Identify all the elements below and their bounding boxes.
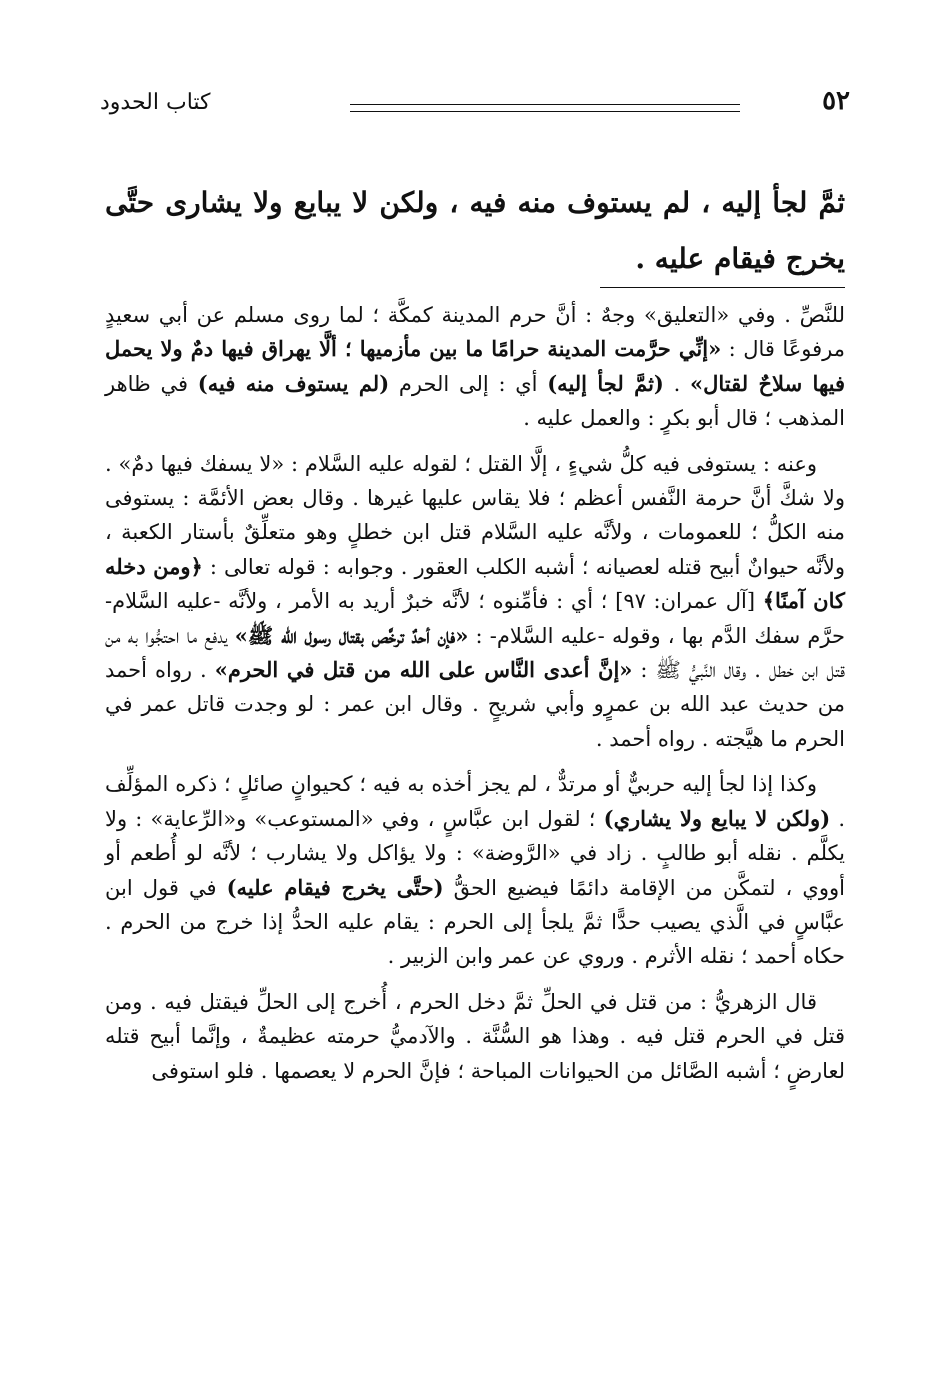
matn-citation: (لم يستوف منه فيه): [197, 370, 390, 396]
matn-citation: (حتَّى يخرج فيقام عليه): [226, 874, 444, 900]
page-number: ٥٢: [822, 86, 850, 116]
commentary-text: .: [663, 371, 690, 396]
commentary-separator: [600, 287, 845, 288]
matn-citation: (ثمَّ لجأ إليه): [547, 370, 664, 396]
commentary-text: . رواه أحمد من حديث عبد الله بن عمرٍو وأبي شريحٍ . وقال ابن عمر : لو وجدت قاتل عمر في الحرم ما هيَّجته . رواه أحمد .: [105, 658, 845, 751]
header-double-rule: [350, 104, 740, 112]
running-title: كتاب الحدود: [100, 90, 211, 115]
commentary-text: يدفع ما احتجُّوا به من قتل ابن خطل . وقال النَّبيُّ ﷺ :: [105, 623, 845, 683]
commentary-paragraph: [105, 767, 845, 973]
commentary-paragraph: [105, 298, 845, 436]
quoted-hadith: «فإن أحدٌ ترخَّص بقتال رسول الله ﷺ»: [234, 622, 469, 648]
commentary-paragraph: [105, 447, 845, 757]
commentary-text: وكذا إذا لجأ إليه حربيٌّ أو مرتدٌّ ، لم يجز أخذه به فيه ؛ كحيوانٍ صائلٍ ؛ ذكره المؤلِّف .: [105, 772, 845, 831]
commentary-text: قال الزهريُّ : من قتل في الحلِّ ثمَّ دخل الحرم ، أُخرج إلى الحلِّ فيقتل فيه . ومن قتل في الحرم قتل فيه . وهذا هو السُّنَّة . والآدميُّ حرمته عظيمةٌ ، وإنَّما أبيح قتله لعارضٍ ؛ أشبه الصَّائل من الحيوانات المباحة ؛ فإنَّ الحرم لا يعصمها . فلو استوفى: [105, 989, 845, 1083]
commentary: [105, 298, 845, 1099]
page-header: [100, 86, 850, 126]
commentary-text: ؛ لقول ابن عبَّاسٍ ، وفي «المستوعب» و«الرِّعاية» : ولا يكلَّم . نقله أبو طالبٍ . زاد في «الرَّوضة» : ولا يؤاكل ولا يشارب ؛ لأنَّه لو أُطعم أو أووي ، لتمكَّن من الإقامة دائمًا فيضيع الحقُّ: [105, 806, 845, 900]
commentary-paragraph: [105, 985, 845, 1088]
quoted-hadith: «إنِّي حرَّمت المدينة حرامًا ما بين مأزميها ؛ ألَّا يهراق فيها دمٌ ولا يحمل فيها سلاحٌ لقتال»: [105, 336, 846, 396]
commentary-text: في ظاهر المذهب ؛ قال أبو بكرٍ : والعمل عليه .: [105, 371, 845, 431]
commentary-text: للنَّصِّ . وفي «التعليق» وجهٌ : أنَّ حرم المدينة كمكَّة ؛ لما روى مسلم عن أبي سعيدٍ مرفوعًا قال :: [105, 303, 845, 362]
quoted-hadith: «إنَّ أعدى النَّاس على الله من قتل في الحرم»: [214, 657, 633, 683]
commentary-text: وعنه : يستوفى فيه كلُّ شيءٍ ، إلَّا القتل ؛ لقوله عليه السَّلام : «لا يسفك فيها دمٌ» . ولا شكَّ أنَّ حرمة النَّفس أعظم ؛ فلا يقاس عليها غيرها . وقال بعض الأئمَّة : يستوفى منه الكلُّ ؛ للعمومات ، ولأنَّه عليه السَّلام قتل ابن خطلٍ وهو متعلِّقٌ بأستار الكعبة ، ولأنَّه حيوانٌ أبيح قتله لعصيانه ؛ أشبه الكلب العقور . وجوابه : قوله تعالى :: [105, 451, 845, 579]
matn-citation: (ولكن لا يبايع ولا يشاري): [603, 805, 831, 831]
commentary-text: في قول ابن عبَّاسٍ في الَّذي يصيب حدًّا ثمَّ يلجأ إلى الحرم : يقام عليه الحدُّ إذا خرج من الحرم . حكاه أحمد ؛ نقله الأثرم . وروي عن عمر وابن الزبير .: [105, 875, 845, 969]
commentary-text: [آل عمران: ٩٧] ؛ أي : فأمِّنوه ؛ لأنَّه خبرٌ أريد به الأمر ، ولأنَّه -عليه السَّلام- حرَّم سفك الدَّم بها ، وقوله -عليه السَّلام- :: [105, 589, 845, 648]
quran-verse: ﴿ومن دخله كان آمنًا﴾: [105, 553, 845, 614]
commentary-text: أي : إلى الحرم: [389, 371, 548, 396]
matn-text: ثمَّ لجأ إليه ، لم يستوف منه فيه ، ولكن لا يبايع ولا يشارى حتَّى يخرج فيقام عليه .: [105, 186, 845, 275]
